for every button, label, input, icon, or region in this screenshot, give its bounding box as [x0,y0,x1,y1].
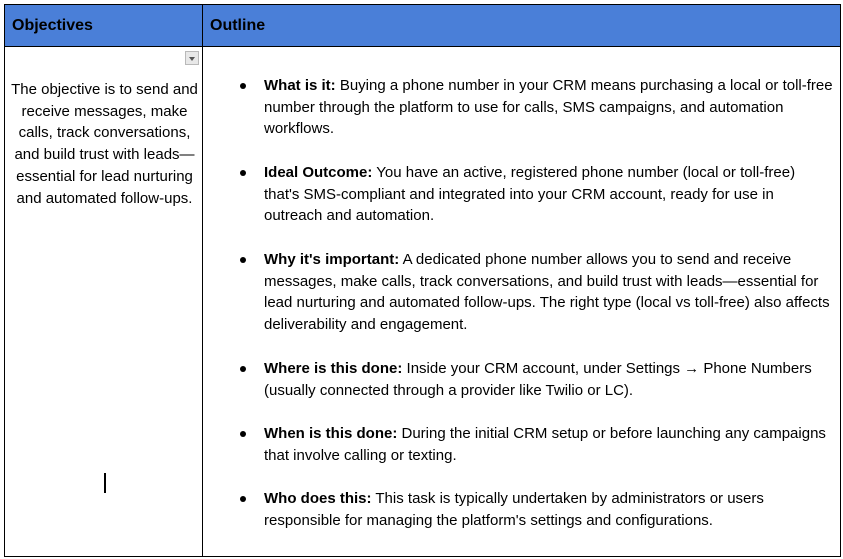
bullet-icon [240,257,246,263]
bullet-icon [240,431,246,437]
text-cursor [104,473,106,493]
item-label: Where is this done: [264,360,403,377]
item-label: What is it: [264,77,336,94]
bullet-icon [240,366,246,372]
outline-cell[interactable] [203,47,840,556]
table-header-row [5,5,840,47]
item-label: Ideal Outcome: [264,164,373,181]
objectives-header: Objectives [12,17,93,34]
bullet-icon [240,170,246,176]
item-text: Buying a phone number in your CRM means purchasing a local or toll-free number through the platform to use for calls, SMS campaigns, and automation workflows. [264,77,833,138]
item-text: During the initial CRM setup or before launching any campaigns that involve calling or texting. [264,425,826,464]
outline-header: Outline [210,17,266,34]
item-text: A dedicated phone number allows you to send and receive messages, make calls, track conversations, and build trust with leads—essential for lead nurturing and automated follow-ups. The right type (local vs toll-free) also affects deliverability and engagement. [264,251,830,334]
item-label: Who does this: [264,490,372,507]
bullet-icon [240,496,246,502]
item-label: Why it's important: [264,251,400,268]
objectives-outline-table [4,4,841,557]
objectives-cell[interactable] [5,47,202,556]
item-text: Inside your CRM account, under Settings → Phone Numbers (usually connected through a provider like Twilio or LC). [264,360,812,399]
bullet-icon [240,83,246,89]
item-label: When is this done: [264,425,398,442]
objectives-text: The objective is to send and receive messages, make calls, track conversations, and build trust with leads—essential for lead nurturing and automated follow-ups. [11,81,198,207]
item-text: You have an active, registered phone number (local or toll-free) that's SMS-compliant and integrated into your CRM account, ready for use in outreach and automation. [264,164,796,225]
dropdown-arrow-icon[interactable] [185,51,199,65]
item-text: This task is typically undertaken by administrators or users responsible for managing the platform's settings and configurations. [264,490,764,529]
